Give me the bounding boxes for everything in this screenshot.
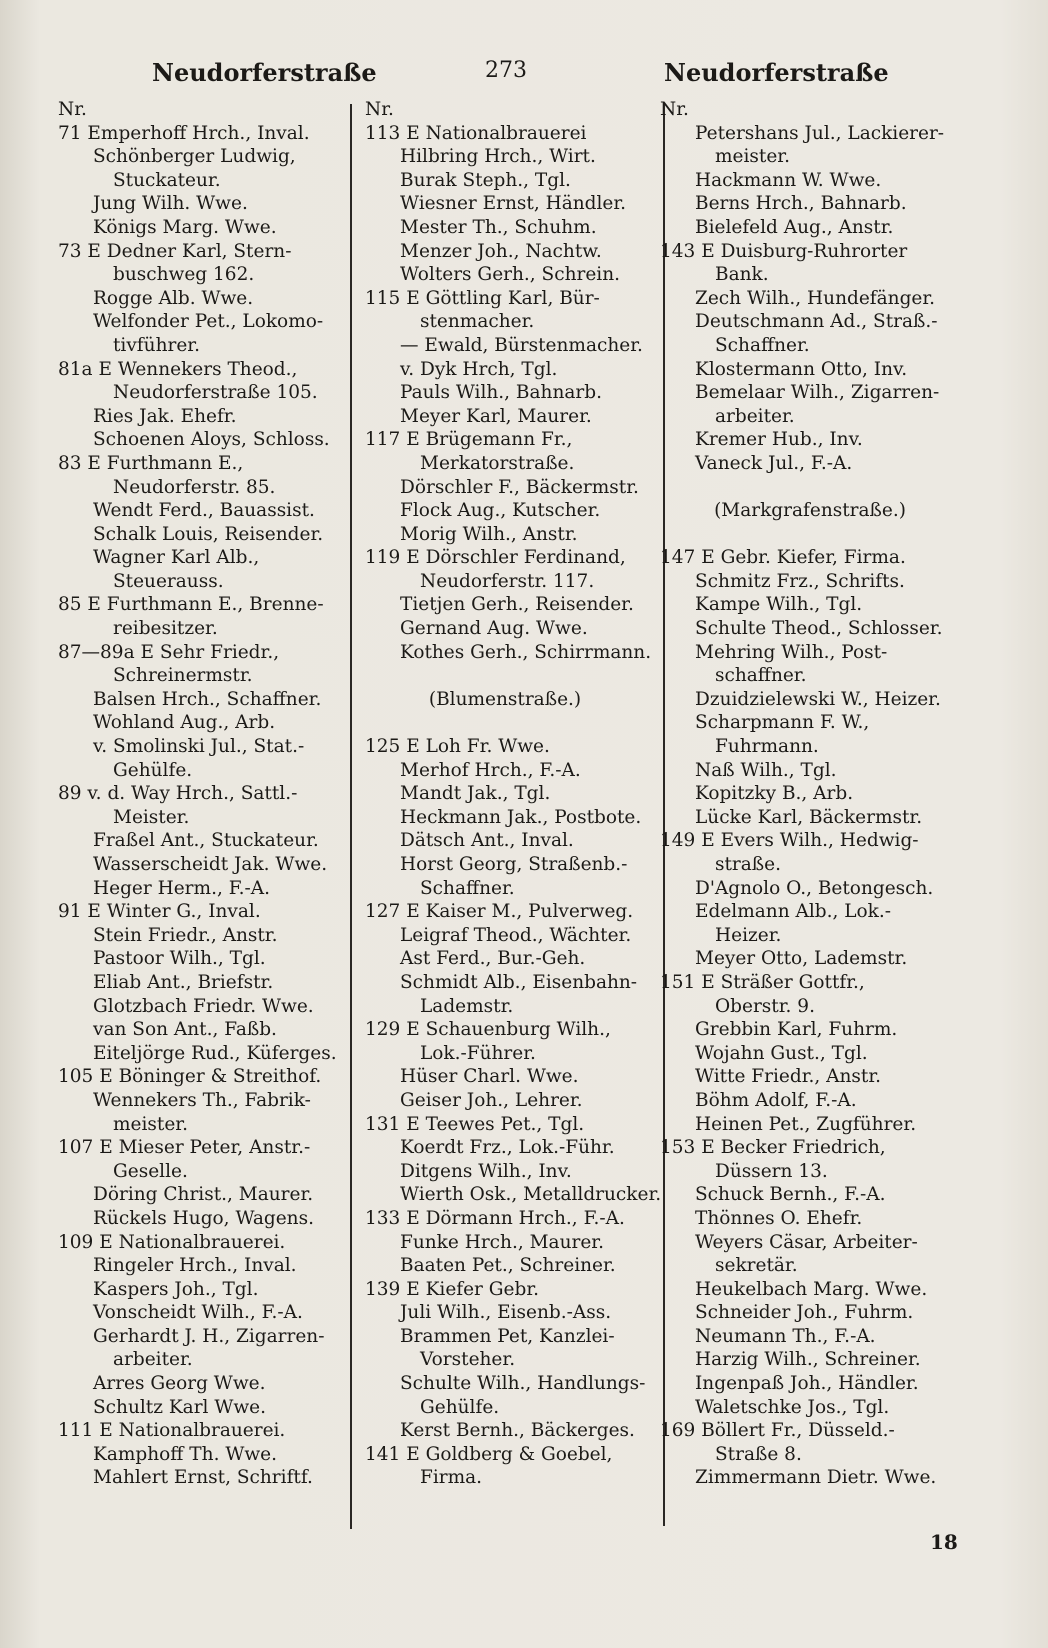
directory-line: Kremer Hub., Inv.	[695, 429, 863, 451]
directory-line: Ingenpaß Joh., Händler.	[695, 1373, 919, 1395]
directory-line: Zimmermann Dietr. Wwe.	[695, 1467, 937, 1489]
directory-line: 87—89a E Sehr Friedr.,	[58, 641, 280, 663]
directory-line: Mandt Jak., Tgl.	[400, 783, 551, 805]
directory-line: Mester Th., Schuhm.	[400, 216, 597, 238]
directory-line: Meister.	[113, 806, 190, 828]
spacer	[365, 711, 655, 735]
directory-line: meister.	[715, 146, 790, 168]
street-section-heading: (Markgrafenstraße.)	[714, 500, 906, 522]
directory-line: Berns Hrch., Bahnarb.	[695, 193, 907, 215]
directory-line: Pauls Wilh., Bahnarb.	[400, 382, 602, 404]
directory-line: Steuerauss.	[113, 570, 224, 592]
directory-line: Glotzbach Friedr. Wwe.	[93, 995, 314, 1017]
directory-line: Neudorferstr. 117.	[420, 570, 595, 592]
directory-line: Wojahn Gust., Tgl.	[695, 1042, 868, 1064]
directory-line: Neudorferstraße 105.	[113, 382, 318, 404]
directory-line: Neumann Th., F.-A.	[695, 1325, 876, 1347]
directory-line: Kopitzky B., Arb.	[695, 783, 854, 805]
directory-line: 111 E Nationalbrauerei.	[58, 1420, 286, 1442]
directory-line: Vorsteher.	[420, 1349, 516, 1371]
spacer	[660, 476, 970, 500]
directory-line: Gehülfe.	[113, 759, 193, 781]
directory-line: Merhof Hrch., F.-A.	[400, 759, 581, 781]
directory-line: sekretär.	[715, 1255, 798, 1277]
directory-line: Wierth Osk., Metalldrucker.	[400, 1184, 662, 1206]
directory-line: Petershans Jul., Lackierer-	[695, 122, 945, 144]
directory-line: 141 E Goldberg & Goebel,	[365, 1443, 613, 1465]
directory-line: Heukelbach Marg. Wwe.	[695, 1278, 928, 1300]
directory-line: Fuhrmann.	[715, 736, 819, 758]
spacer	[365, 664, 655, 688]
directory-line: Straße 8.	[715, 1443, 802, 1465]
directory-line: Schalk Louis, Reisender.	[93, 523, 324, 545]
directory-line: reibesitzer.	[113, 618, 218, 640]
directory-line: Wolters Gerh., Schrein.	[400, 264, 620, 286]
directory-line: Mehring Wilh., Post-	[695, 641, 888, 663]
signature-mark: 18	[930, 1530, 958, 1554]
directory-line: 105 E Böninger & Streithof.	[58, 1066, 322, 1088]
directory-line: stenmacher.	[420, 311, 535, 333]
directory-line: Geiser Joh., Lehrer.	[400, 1089, 583, 1111]
page-header	[0, 52, 1048, 92]
directory-line: straße.	[715, 854, 781, 875]
directory-line: Kaspers Joh., Tgl.	[93, 1278, 259, 1300]
directory-line: v. Smolinski Jul., Stat.-	[93, 736, 305, 758]
directory-line: 169 Böllert Fr., Düsseld.-	[660, 1420, 895, 1442]
directory-line: Menzer Joh., Nachtw.	[400, 240, 602, 262]
directory-line: 151 E Sträßer Gottfr.,	[660, 971, 865, 993]
directory-line: schaffner.	[715, 665, 807, 687]
directory-line: buschweg 162.	[113, 264, 255, 286]
directory-line: Schulte Wilh., Handlungs-	[400, 1373, 646, 1395]
directory-line: 91 E Winter G., Inval.	[58, 901, 261, 923]
directory-line: Kothes Gerh., Schirrmann.	[400, 641, 652, 663]
directory-line: Wiesner Ernst, Händler.	[400, 193, 627, 215]
directory-line: 139 E Kiefer Gebr.	[365, 1278, 540, 1300]
directory-line: Wagner Karl Alb.,	[93, 547, 260, 569]
directory-line: 89 v. d. Way Hrch., Sattl.-	[58, 783, 298, 805]
directory-line: Juli Wilh., Eisenb.-Ass.	[400, 1302, 612, 1324]
directory-line: 109 E Nationalbrauerei.	[58, 1231, 286, 1253]
directory-line: Firma.	[420, 1467, 483, 1489]
directory-line: Vonscheidt Wilh., F.-A.	[93, 1302, 303, 1324]
directory-line: Scharpmann F. W.,	[695, 712, 870, 734]
directory-line: — Ewald, Bürstenmacher.	[400, 334, 643, 356]
directory-line: arbeiter.	[715, 405, 795, 427]
directory-line: 149 E Evers Wilh., Hedwig-	[660, 830, 919, 852]
directory-line: Heinen Pet., Zugführer.	[695, 1113, 917, 1135]
directory-line: Dörschler F., Bäckermstr.	[400, 476, 639, 498]
directory-line: Lademstr.	[420, 995, 514, 1017]
directory-line: Waletschke Jos., Tgl.	[695, 1396, 890, 1418]
directory-line: Ringeler Hrch., Inval.	[93, 1255, 297, 1277]
directory-line: Leigraf Theod., Wächter.	[400, 924, 632, 946]
directory-column-1	[58, 98, 358, 1490]
directory-line: Wennekers Th., Fabrik-	[93, 1089, 311, 1111]
directory-line: Schmidt Alb., Eisenbahn-	[400, 971, 638, 993]
directory-line: D'Agnolo O., Betongesch.	[695, 877, 934, 899]
directory-line: Schultz Karl Wwe.	[93, 1396, 267, 1418]
directory-line: Kamphoff Th. Wwe.	[93, 1443, 278, 1465]
directory-line: Dzuidzielewski W., Heizer.	[695, 688, 941, 710]
directory-line: 147 E Gebr. Kiefer, Firma.	[660, 547, 906, 569]
directory-line: Heizer.	[715, 924, 782, 946]
directory-line: Funke Hrch., Maurer.	[400, 1231, 604, 1253]
directory-line: Wasserscheidt Jak. Wwe.	[93, 854, 328, 875]
directory-line: Gehülfe.	[420, 1396, 500, 1418]
directory-line: Oberstr. 9.	[715, 995, 815, 1017]
directory-line: Vaneck Jul., F.-A.	[695, 452, 853, 474]
directory-line: Kampe Wilh., Tgl.	[695, 594, 863, 616]
directory-line: Ditgens Wilh., Inv.	[400, 1160, 572, 1182]
directory-line: Tietjen Gerh., Reisender.	[400, 594, 634, 616]
directory-line: tivführer.	[113, 334, 200, 356]
directory-line: Rückels Hugo, Wagens.	[93, 1207, 314, 1229]
directory-line: Klostermann Otto, Inv.	[695, 358, 908, 380]
directory-line: Eiteljörge Rud., Küferges.	[93, 1042, 337, 1064]
directory-line: Burak Steph., Tgl.	[400, 169, 571, 191]
directory-line: Meyer Otto, Lademstr.	[695, 948, 908, 970]
directory-line: Schoenen Aloys, Schloss.	[93, 429, 330, 451]
directory-line: Schulte Theod., Schlosser.	[695, 618, 943, 640]
directory-line: Hackmann W. Wwe.	[695, 169, 882, 191]
directory-line: Gerhardt J. H., Zigarren-	[93, 1325, 325, 1347]
directory-line: Wendt Ferd., Bauassist.	[93, 500, 315, 522]
directory-line: Schuck Bernh., F.-A.	[695, 1184, 886, 1206]
directory-line: Döring Christ., Maurer.	[93, 1184, 314, 1206]
header-right-title: Neudorferstraße	[664, 58, 889, 87]
directory-line: Neudorferstr. 85.	[113, 476, 276, 498]
directory-line: Bemelaar Wilh., Zigarren-	[695, 382, 940, 404]
directory-line: 125 E Loh Fr. Wwe.	[365, 736, 550, 758]
directory-line: 129 E Schauenburg Wilh.,	[365, 1019, 611, 1041]
spacer	[660, 523, 970, 547]
directory-line: Arres Georg Wwe.	[93, 1373, 266, 1395]
directory-line: Ast Ferd., Bur.-Geh.	[400, 948, 586, 970]
directory-line: Hilbring Hrch., Wirt.	[400, 146, 596, 168]
directory-line: v. Dyk Hrch, Tgl.	[400, 358, 558, 380]
directory-line: 153 E Becker Friedrich,	[660, 1137, 886, 1159]
directory-line: Edelmann Alb., Lok.-	[695, 901, 892, 923]
directory-line: Deutschmann Ad., Straß.-	[695, 311, 938, 333]
directory-line: Böhm Adolf, F.-A.	[695, 1089, 857, 1111]
directory-line: van Son Ant., Faßb.	[93, 1019, 277, 1041]
directory-line: 127 E Kaiser M., Pulverweg.	[365, 901, 634, 923]
directory-line: Nr.	[58, 99, 87, 120]
directory-line: 83 E Furthmann E.,	[58, 452, 244, 474]
directory-line: Thönnes O. Ehefr.	[695, 1207, 863, 1229]
directory-line: Harzig Wilh., Schreiner.	[695, 1349, 921, 1371]
directory-line: Lok.-Führer.	[420, 1042, 536, 1064]
directory-line: 71 Emperhoff Hrch., Inval.	[58, 122, 310, 144]
directory-line: Fraßel Ant., Stuckateur.	[93, 830, 319, 852]
header-left-title: Neudorferstraße	[152, 58, 377, 87]
directory-line: 117 E Brügemann Fr.,	[365, 429, 573, 451]
directory-line: 113 E Nationalbrauerei	[365, 122, 587, 144]
page-number: 273	[485, 58, 527, 83]
directory-line: Dätsch Ant., Inval.	[400, 830, 574, 852]
directory-line: Jung Wilh. Wwe.	[93, 193, 248, 215]
directory-line: Ries Jak. Ehefr.	[93, 405, 237, 427]
directory-line: Heckmann Jak., Postbote.	[400, 806, 642, 828]
directory-line: 73 E Dedner Karl, Stern-	[58, 240, 292, 262]
directory-line: 131 E Teewes Pet., Tgl.	[365, 1113, 585, 1135]
directory-line: Welfonder Pet., Lokomo-	[93, 311, 324, 333]
directory-line: Brammen Pet, Kanzlei-	[400, 1325, 615, 1347]
directory-line: Nr.	[660, 99, 689, 120]
directory-line: Zech Wilh., Hundefänger.	[695, 287, 936, 309]
directory-line: Stuckateur.	[113, 169, 221, 191]
directory-line: Pastoor Wilh., Tgl.	[93, 948, 266, 970]
directory-line: Lücke Karl, Bäckermstr.	[695, 806, 923, 828]
directory-line: 81a E Wennekers Theod.,	[58, 358, 298, 380]
directory-column-2	[365, 98, 662, 1490]
directory-line: Schreinermstr.	[113, 665, 253, 687]
directory-line: meister.	[113, 1113, 188, 1135]
directory-line: Koerdt Frz., Lok.-Führ.	[400, 1137, 615, 1159]
directory-line: Eliab Ant., Briefstr.	[93, 971, 274, 993]
street-section-heading: (Blumenstraße.)	[428, 688, 582, 710]
directory-line: Flock Aug., Kutscher.	[400, 500, 601, 522]
directory-line: Morig Wilh., Anstr.	[400, 523, 578, 545]
directory-line: Merkatorstraße.	[420, 452, 575, 474]
directory-line: 115 E Göttling Karl, Bür-	[365, 287, 600, 309]
directory-line: Schönberger Ludwig,	[93, 146, 296, 168]
directory-line: Bank.	[715, 264, 769, 286]
directory-line: Mahlert Ernst, Schriftf.	[93, 1467, 313, 1489]
directory-line: Gernand Aug. Wwe.	[400, 618, 588, 640]
directory-line: Bielefeld Aug., Anstr.	[695, 216, 894, 238]
directory-line: 143 E Duisburg-Ruhrorter	[660, 240, 908, 262]
directory-line: Balsen Hrch., Schaffner.	[93, 688, 322, 710]
directory-line: Schaffner.	[715, 334, 810, 356]
directory-line: Naß Wilh., Tgl.	[695, 759, 837, 781]
directory-line: Baaten Pet., Schreiner.	[400, 1255, 616, 1277]
directory-line: Stein Friedr., Anstr.	[93, 924, 278, 946]
directory-line: 107 E Mieser Peter, Anstr.-	[58, 1137, 311, 1159]
directory-line: 85 E Furthmann E., Brenne-	[58, 594, 324, 616]
directory-line: Rogge Alb. Wwe.	[93, 287, 254, 309]
directory-line: 119 E Dörschler Ferdinand,	[365, 547, 626, 569]
directory-column-3	[660, 98, 970, 1490]
directory-line: Königs Marg. Wwe.	[93, 216, 277, 238]
directory-line: Nr.	[365, 99, 394, 120]
directory-line: arbeiter.	[113, 1349, 193, 1371]
directory-line: 133 E Dörmann Hrch., F.-A.	[365, 1207, 625, 1229]
directory-line: Weyers Cäsar, Arbeiter-	[695, 1231, 918, 1253]
directory-line: Schneider Joh., Fuhrm.	[695, 1302, 914, 1324]
directory-line: Grebbin Karl, Fuhrm.	[695, 1019, 898, 1041]
directory-line: Meyer Karl, Maurer.	[400, 405, 592, 427]
directory-line: Hüser Charl. Wwe.	[400, 1066, 579, 1088]
directory-line: Geselle.	[113, 1160, 188, 1182]
directory-line: Kerst Bernh., Bäckerges.	[400, 1420, 635, 1442]
directory-line: Schaffner.	[420, 877, 515, 899]
directory-line: Horst Georg, Straßenb.-	[400, 854, 628, 875]
directory-line: Heger Herm., F.-A.	[93, 877, 271, 899]
directory-line: Schmitz Frz., Schrifts.	[695, 570, 905, 592]
directory-line: Witte Friedr., Anstr.	[695, 1066, 882, 1088]
directory-line: Düssern 13.	[715, 1160, 828, 1182]
directory-line: Wohland Aug., Arb.	[93, 712, 276, 734]
